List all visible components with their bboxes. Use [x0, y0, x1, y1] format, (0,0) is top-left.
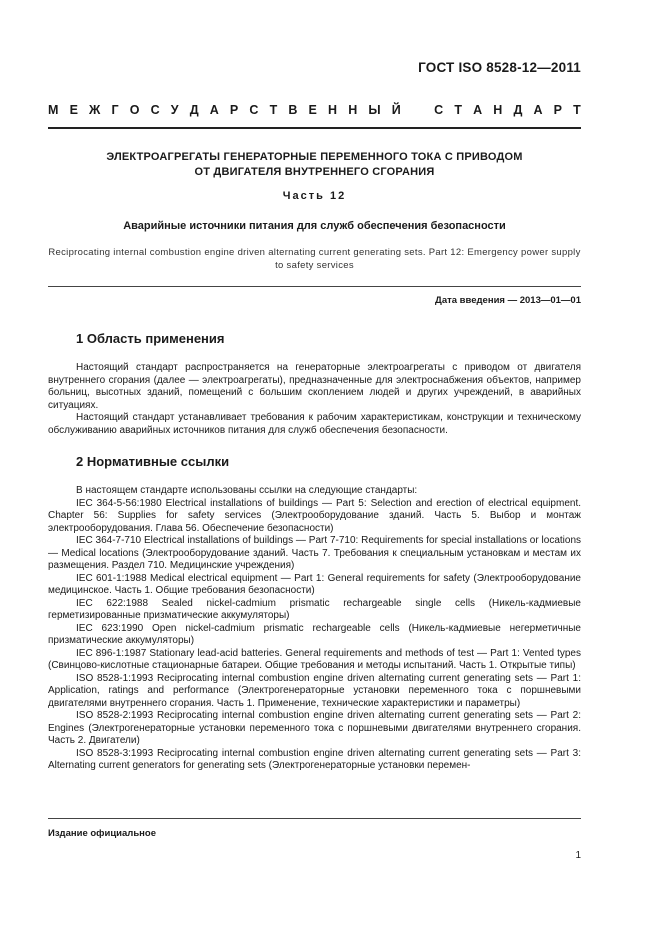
letter: У [170, 103, 179, 117]
letter: М [48, 103, 59, 117]
letter: Н [493, 103, 503, 117]
document-code: ГОСТ ISO 8528-12—2011 [418, 60, 581, 75]
reference-item: IEC 364-5-56:1980 Electrical installations of buildings — Part 5: Selection and erection of electrical equipment. Chapter 56: Supplies for safety services (Электрооборудование зданий. Часть 5. Выбор и монтаж электрооборудования. Глава 56. Обеспечение безопасности) [48, 497, 581, 534]
section-1-body [48, 362, 581, 437]
reference-item: IEC 623:1990 Open nickel-cadmium prismatic rechargeable cells (Никель-кадмиевые негерметичные призматические аккумуляторы) [48, 622, 581, 646]
letter: Р [229, 103, 239, 117]
edition-note: Издание официальное [48, 828, 156, 839]
document-title [48, 150, 581, 180]
reference-item: IEC 622:1988 Sealed nickel-cadmium prismatic rechargeable single cells (Никель-кадмиевые герметизированные призматические аккумуляторы) [48, 597, 581, 621]
paragraph: В настоящем стандарте использованы ссылки на следующие стандарты: [76, 485, 418, 496]
part-label: Часть 12 [282, 190, 347, 202]
letter: Т [573, 103, 581, 117]
document-subtitle: Аварийные источники питания для служб обеспечения безопасности [123, 220, 506, 232]
title-line-2: ОТ ДВИГАТЕЛЯ ВНУТРЕННЕГО СГОРАНИЯ [194, 166, 435, 178]
letter: Д [189, 103, 199, 117]
letter: Е [69, 103, 78, 117]
title-line-1: ЭЛЕКТРОАГРЕГАТЫ ГЕНЕРАТОРНЫЕ ПЕРЕМЕННОГО ТОКА С ПРИВОДОМ [106, 151, 523, 163]
letter: А [209, 103, 219, 117]
page-number: 1 [575, 850, 581, 861]
letter: Д [513, 103, 523, 117]
reference-item: ISO 8528-2:1993 Reciprocating internal combustion engine driven alternating current generating sets — Part 2: Engines (Электрогенераторные установки переменного тока с поршневыми двигателями внутреннего сгорания. Часть 2. Двигатели) [48, 710, 581, 746]
letter: Е [308, 103, 317, 117]
reference-item: IEC 601-1:1988 Medical electrical equipment — Part 1: General requirements for safety (Электрооборудование медицинское. Часть 1. Общие требования безопасности) [48, 572, 581, 596]
reference-item: IEC 896-1:1987 Stationary lead-acid batteries. General requirements and methods of test — Part 1: Vented types (Свинцово-кислотные стационарные батареи. Общие требования и методы испытаний. Часть 1. Открытые типы) [48, 647, 581, 671]
letter: Ы [368, 103, 381, 117]
letter: Т [454, 103, 462, 117]
paragraph: Настоящий стандарт устанавливает требования к рабочим характеристикам, конструкции и техническому обслуживанию аварийных источников питания для служб обеспечения безопасности. [48, 412, 581, 436]
reference-item: ISO 8528-1:1993 Reciprocating internal combustion engine driven alternating current generating sets — Part 1: Application, ratings and performance (Электрогенераторные установки переменного тока с поршневыми двигателями внутреннего сгорания. Часть 1. Применение, технические характеристики и параметры) [48, 672, 581, 709]
footer-rule [48, 818, 581, 819]
letter: Ж [89, 103, 101, 117]
letter: А [533, 103, 543, 117]
letter: О [129, 103, 140, 117]
letter: Р [553, 103, 563, 117]
letter: С [150, 103, 160, 117]
letter: Й [391, 103, 401, 117]
introduction-date: Дата введения — 2013—01—01 [435, 295, 581, 306]
reference-item: IEC 364-7-710 Electrical installations of buildings — Part 7-710: Requirements for special installations or locations — Medical locations (Электрооборудование зданий. Часть 7. Требования к специальным установкам и местам их размещения. Раздел 710. Медицинские учреждения) [48, 535, 581, 571]
letter: А [473, 103, 483, 117]
letter: Т [269, 103, 278, 117]
letter: С [249, 103, 259, 117]
section-1-heading: 1 Область применения [76, 331, 225, 346]
letter: Н [348, 103, 358, 117]
standard-type-heading [48, 103, 581, 117]
reference-item: ISO 8528-3:1993 Reciprocating internal combustion engine driven alternating current generating sets — Part 3: Alternating current generators for generating sets (Электрогенераторные установки перемен- [48, 747, 581, 771]
section-2-heading: 2 Нормативные ссылки [76, 454, 230, 469]
letter: С [434, 103, 444, 117]
letter: В [288, 103, 298, 117]
section-2-body [48, 485, 581, 773]
title-rule [48, 286, 581, 287]
paragraph: Настоящий стандарт распространяется на генераторные электроагрегаты с приводом от двигателя внутреннего сгорания (далее — электроагрегаты), предназначенные для электроснабжения объектов, например больниц, высотных зданий, помещений с большим скоплением людей и других учреждений, в аварийных ситуациях. [48, 362, 581, 411]
header-rule [48, 127, 581, 129]
letter: Г [111, 103, 119, 117]
english-title: Reciprocating internal combustion engine driven alternating current generating sets. Part 12: Emergency power supply to safety services [48, 247, 581, 271]
letter: Н [328, 103, 338, 117]
